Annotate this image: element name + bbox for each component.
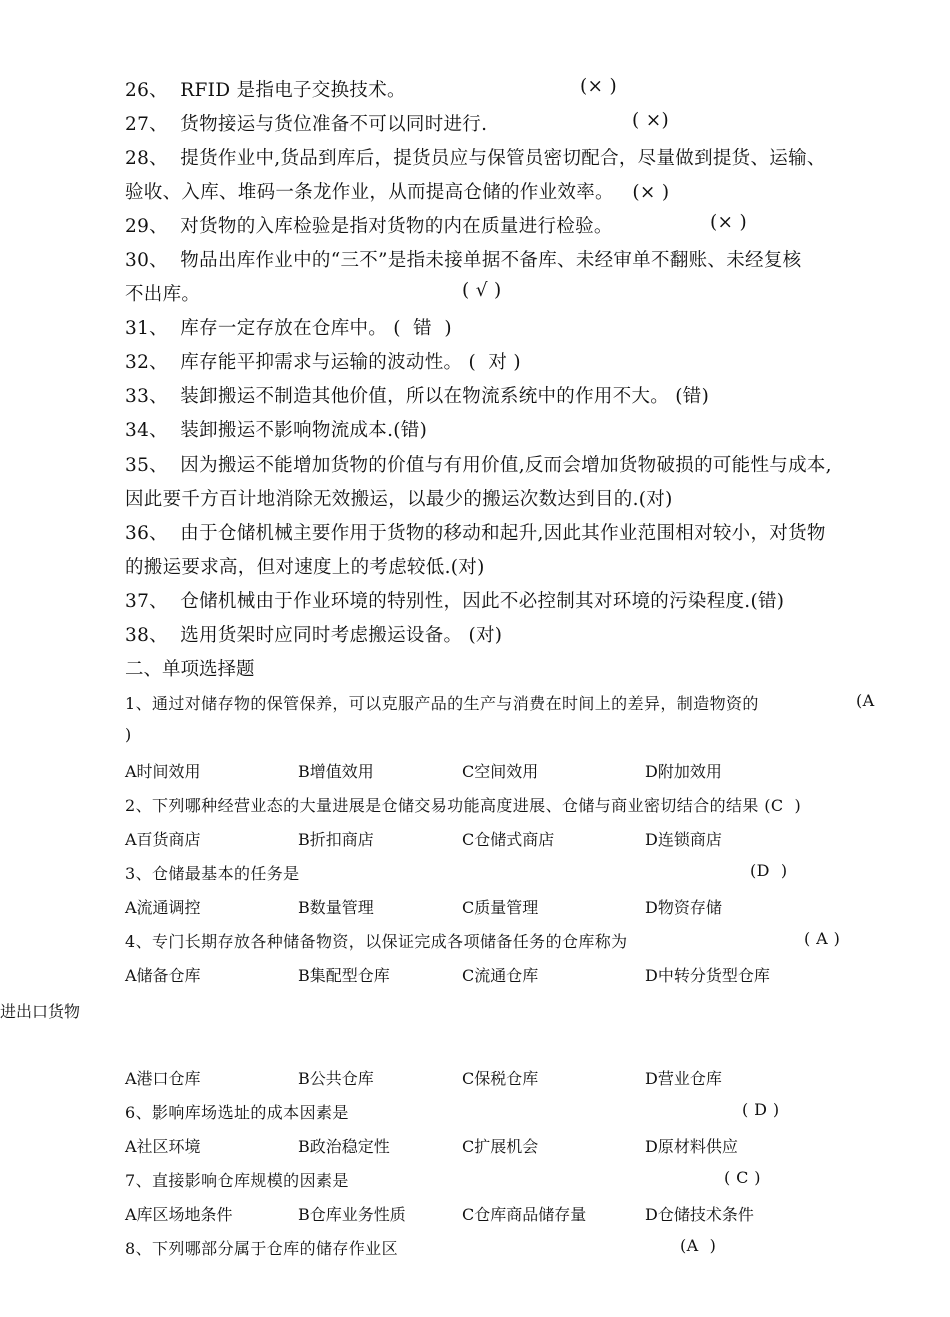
tf-item-32: 32、 库存能平抑需求与运输的波动性。 ( 对 )	[125, 352, 521, 373]
tf-question-continuation: 因此要千方百计地消除无效搬运，以最少的搬运次数达到目的.(对)	[125, 489, 673, 510]
mc-answer: (A	[856, 691, 875, 710]
option-b: B集配型仓库	[298, 966, 390, 985]
mc-answer: ( A )	[804, 929, 841, 948]
option-a: A流通调控	[125, 898, 201, 917]
mc-answer: ( C )	[724, 1168, 761, 1187]
clipped-question-fragment: 进出口货物	[0, 1002, 81, 1021]
tf-item-31: 31、 库存一定存放在仓库中。 ( 错 )	[125, 318, 452, 339]
tf-item-38: 38、 选用货架时应同时考虑搬运设备。 (对)	[125, 625, 503, 646]
mc-answer: ( D )	[742, 1100, 780, 1119]
tf-answer: ( √ )	[462, 280, 502, 301]
option-d: D中转分货型仓库	[645, 966, 770, 985]
option-c: C流通仓库	[462, 966, 539, 985]
tf-answer: ( ×)	[632, 110, 670, 131]
tf-question: 28、 提货作业中,货品到库后，提货员应与保管员密切配合，尽量做到提货、运输、	[125, 148, 826, 169]
option-a: A港口仓库	[125, 1069, 201, 1088]
mc-question-text: 8、下列哪部分属于仓库的储存作业区	[125, 1239, 398, 1258]
option-b: B公共仓库	[298, 1069, 374, 1088]
tf-question: 35、 因为搬运不能增加货物的价值与有用价值,反而会增加货物破损的可能性与成本,	[125, 455, 832, 476]
option-d: D仓储技术条件	[645, 1205, 754, 1224]
mc-answer: (A )	[680, 1236, 717, 1255]
mc-question-text: 1、通过对储存物的保管保养，可以克服产品的生产与消费在时间上的差异，制造物资的	[125, 694, 759, 713]
tf-question-continuation: 的搬运要求高，但对速度上的考虑较低.(对)	[125, 557, 485, 578]
tf-question-continuation: 不出库。	[125, 284, 201, 305]
tf-question: 26、 RFID 是指电子交换技术。	[125, 80, 406, 101]
option-d: D连锁商店	[645, 830, 722, 849]
tf-answer: (× )	[580, 76, 618, 97]
option-a: A储备仓库	[125, 966, 201, 985]
option-b: B政治稳定性	[298, 1137, 390, 1156]
mc-question-text: 7、直接影响仓库规模的因素是	[125, 1171, 349, 1190]
tf-question-continuation: 验收、入库、堆码一条龙作业，从而提高仓储的作业效率。 (× )	[125, 182, 670, 203]
tf-item-34: 34、 装卸搬运不影响物流成本.(错)	[125, 420, 428, 441]
mc-answer: (D )	[750, 861, 788, 880]
mc-question-text: 2、下列哪种经营业态的大量进展是仓储交易功能高度进展、仓储与商业密切结合的结果 (C )	[125, 796, 802, 815]
option-d: D营业仓库	[645, 1069, 722, 1088]
option-a: A百货商店	[125, 830, 201, 849]
option-b: B增值效用	[298, 762, 374, 781]
option-d: D物资存储	[645, 898, 722, 917]
tf-item-33: 33、 装卸搬运不制造其他价值，所以在物流系统中的作用不大。 (错)	[125, 386, 710, 407]
mc-question-text: 4、专门长期存放各种储备物资，以保证完成各项储备任务的仓库称为	[125, 932, 628, 951]
option-c: C空间效用	[462, 762, 539, 781]
option-b: B数量管理	[298, 898, 374, 917]
option-d: D原材料供应	[645, 1137, 738, 1156]
section-title: 二、单项选择题	[125, 659, 255, 680]
tf-question: 27、 货物接运与货位准备不可以同时进行.	[125, 114, 488, 135]
option-a: A社区环境	[125, 1137, 201, 1156]
tf-answer: (× )	[710, 212, 748, 233]
mc-question-text: 3、仓储最基本的任务是	[125, 864, 300, 883]
tf-item-37: 37、 仓储机械由于作业环境的特别性，因此不必控制其对环境的污染程度.(错)	[125, 591, 785, 612]
tf-question: 36、 由于仓储机械主要作用于货物的移动和起升,因此其作业范围相对较小，对货物	[125, 523, 826, 544]
option-b: B折扣商店	[298, 830, 374, 849]
mc-question-continuation: )	[125, 725, 132, 744]
option-a: A库区场地条件	[125, 1205, 233, 1224]
mc-question-text: 6、影响库场选址的成本因素是	[125, 1103, 349, 1122]
option-c: C扩展机会	[462, 1137, 539, 1156]
option-c: C质量管理	[462, 898, 539, 917]
option-c: C仓库商品储存量	[462, 1205, 587, 1224]
option-b: B仓库业务性质	[298, 1205, 406, 1224]
tf-question: 30、 物品出库作业中的“三不”是指未接单据不备库、未经审单不翻账、未经复核	[125, 250, 802, 271]
tf-question: 29、 对货物的入库检验是指对货物的内在质量进行检验。	[125, 216, 613, 237]
option-d: D附加效用	[645, 762, 722, 781]
option-a: A时间效用	[125, 762, 201, 781]
option-c: C仓储式商店	[462, 830, 555, 849]
option-c: C保税仓库	[462, 1069, 539, 1088]
